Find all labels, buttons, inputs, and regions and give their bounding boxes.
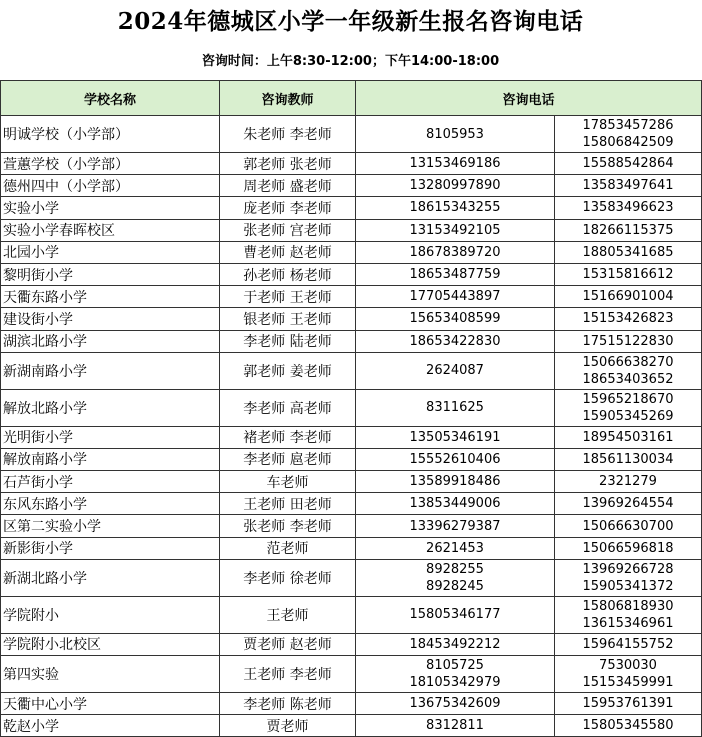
phone-number: 15905341372 <box>582 578 674 594</box>
phone-secondary <box>555 175 702 197</box>
phone-secondary <box>555 693 702 715</box>
phone-number: 18805341685 <box>582 244 674 260</box>
phone-number: 18678389720 <box>409 244 501 260</box>
phone-number: 8928245 <box>426 578 484 594</box>
consult-hours: 咨询时间：上午8:30-12:00；下午14:00-18:00 <box>0 50 701 74</box>
phone-number: 13505346191 <box>409 429 501 445</box>
phone-number: 15166901004 <box>582 289 674 305</box>
phone-secondary <box>555 559 702 596</box>
table-row <box>1 693 702 715</box>
teacher-names: 曹老师 赵老师 <box>220 241 356 263</box>
school-name: 明诚学校（小学部） <box>1 116 220 153</box>
phone-number: 15805346177 <box>409 607 501 623</box>
teacher-names: 李老师 陈老师 <box>220 693 356 715</box>
header-phone: 咨询电话 <box>356 81 702 116</box>
teacher-names: 朱老师 李老师 <box>220 116 356 153</box>
teacher-names: 贾老师 <box>220 715 356 737</box>
table-row <box>1 219 702 241</box>
teacher-names: 孙老师 杨老师 <box>220 263 356 285</box>
phone-primary <box>356 241 555 263</box>
school-name: 黎明街小学 <box>1 263 220 285</box>
phone-number: 8312811 <box>426 718 484 734</box>
teacher-names: 于老师 王老师 <box>220 286 356 308</box>
phone-primary <box>356 116 555 153</box>
phone-number: 18266115375 <box>582 222 674 238</box>
phone-number: 15964155752 <box>582 636 674 652</box>
table-row <box>1 197 702 219</box>
school-name: 德州四中（小学部） <box>1 175 220 197</box>
phone-number: 15965218670 <box>582 391 674 407</box>
phone-primary <box>356 330 555 352</box>
phone-primary <box>356 471 555 493</box>
header-teacher: 咨询教师 <box>220 81 356 116</box>
phone-number: 15588542864 <box>582 156 674 172</box>
school-name: 新湖北路小学 <box>1 559 220 596</box>
school-name: 实验小学 <box>1 197 220 219</box>
table-row <box>1 308 702 330</box>
phone-secondary <box>555 352 702 389</box>
school-name: 实验小学春晖校区 <box>1 219 220 241</box>
phone-number: 15153426823 <box>582 311 674 327</box>
phone-primary <box>356 515 555 537</box>
teacher-names: 王老师 <box>220 596 356 633</box>
phone-number: 8105953 <box>426 126 484 142</box>
school-name: 乾赵小学 <box>1 715 220 737</box>
phone-secondary <box>555 330 702 352</box>
phone-secondary <box>555 715 702 737</box>
phone-number: 15552610406 <box>409 451 501 467</box>
table-row <box>1 263 702 285</box>
phone-secondary <box>555 389 702 426</box>
teacher-names: 郭老师 姜老师 <box>220 352 356 389</box>
phone-secondary <box>555 633 702 655</box>
phone-secondary <box>555 656 702 693</box>
table-row <box>1 633 702 655</box>
teacher-names: 王老师 田老师 <box>220 493 356 515</box>
table-row <box>1 426 702 448</box>
phone-number: 8311625 <box>426 400 484 416</box>
school-name: 第四实验 <box>1 656 220 693</box>
phone-primary <box>356 352 555 389</box>
phone-number: 15153459991 <box>582 675 674 690</box>
phone-secondary <box>555 493 702 515</box>
school-name: 北园小学 <box>1 241 220 263</box>
phone-number: 15066638270 <box>582 354 674 370</box>
phone-secondary <box>555 515 702 537</box>
phone-primary <box>356 263 555 285</box>
phone-number: 13153492105 <box>409 222 501 238</box>
phone-secondary <box>555 263 702 285</box>
table-row <box>1 537 702 559</box>
phone-secondary <box>555 197 702 219</box>
phone-secondary <box>555 219 702 241</box>
phone-number: 18615343255 <box>409 200 501 216</box>
phone-number: 18653487759 <box>409 267 501 283</box>
phone-primary <box>356 175 555 197</box>
header-school: 学校名称 <box>1 81 220 116</box>
phone-primary <box>356 559 555 596</box>
phone-number: 7530030 <box>599 658 657 673</box>
phone-secondary <box>555 308 702 330</box>
phone-number: 17853457286 <box>582 118 674 133</box>
phone-number: 13396279387 <box>409 518 501 534</box>
phone-number: 15806842509 <box>582 135 674 150</box>
phone-number: 8105725 <box>426 658 484 673</box>
phone-secondary <box>555 153 702 175</box>
table-row <box>1 448 702 470</box>
teacher-names: 李老师 徐老师 <box>220 559 356 596</box>
phone-number: 13280997890 <box>409 178 501 194</box>
phone-primary <box>356 426 555 448</box>
school-name: 新影街小学 <box>1 537 220 559</box>
phone-number: 18453492212 <box>409 636 501 652</box>
phone-secondary <box>555 471 702 493</box>
phone-secondary <box>555 241 702 263</box>
phone-number: 13583497641 <box>582 178 674 194</box>
table-row <box>1 559 702 596</box>
teacher-names: 李老师 陆老师 <box>220 330 356 352</box>
phone-number: 13675342609 <box>409 696 501 712</box>
teacher-names: 车老师 <box>220 471 356 493</box>
page-title: 2024年德城区小学一年级新生报名咨询电话 <box>117 8 584 35</box>
table-header-row <box>1 81 702 116</box>
table-row <box>1 116 702 153</box>
phone-number: 15805345580 <box>582 718 674 734</box>
school-name: 建设街小学 <box>1 308 220 330</box>
teacher-names: 褚老师 李老师 <box>220 426 356 448</box>
teacher-names: 贾老师 赵老师 <box>220 633 356 655</box>
school-name: 萱蕙学校（小学部） <box>1 153 220 175</box>
phone-number: 18653422830 <box>409 333 501 349</box>
school-name: 新湖南路小学 <box>1 352 220 389</box>
phone-primary <box>356 219 555 241</box>
phone-number: 15066596818 <box>582 540 674 556</box>
phone-number: 15066630700 <box>582 518 674 534</box>
phone-primary <box>356 693 555 715</box>
table-body <box>1 116 702 737</box>
table-row <box>1 715 702 737</box>
phone-number: 15905345269 <box>582 408 674 424</box>
school-name: 天衢东路小学 <box>1 286 220 308</box>
table-row <box>1 175 702 197</box>
phone-number: 15315816612 <box>582 267 674 283</box>
phone-primary <box>356 389 555 426</box>
table-row <box>1 493 702 515</box>
table-row <box>1 286 702 308</box>
phone-secondary <box>555 426 702 448</box>
phone-number: 2321279 <box>599 474 657 490</box>
phone-primary <box>356 493 555 515</box>
teacher-names: 银老师 王老师 <box>220 308 356 330</box>
contact-table <box>0 80 702 737</box>
phone-secondary <box>555 286 702 308</box>
school-name: 湖滨北路小学 <box>1 330 220 352</box>
phone-number: 17515122830 <box>582 333 674 349</box>
school-name: 解放北路小学 <box>1 389 220 426</box>
phone-primary <box>356 153 555 175</box>
table-row <box>1 241 702 263</box>
phone-number: 15953761391 <box>582 696 674 712</box>
teacher-names: 王老师 李老师 <box>220 656 356 693</box>
teacher-names: 张老师 李老师 <box>220 515 356 537</box>
teacher-names: 张老师 宫老师 <box>220 219 356 241</box>
table-row <box>1 153 702 175</box>
phone-primary <box>356 656 555 693</box>
phone-number: 17705443897 <box>409 289 501 305</box>
table-row <box>1 389 702 426</box>
teacher-names: 周老师 盛老师 <box>220 175 356 197</box>
phone-secondary <box>555 537 702 559</box>
school-name: 天衢中心小学 <box>1 693 220 715</box>
phone-number: 18561130034 <box>582 451 674 467</box>
phone-primary <box>356 197 555 219</box>
phone-number: 2624087 <box>426 363 484 379</box>
phone-number: 13589918486 <box>409 474 501 490</box>
teacher-names: 范老师 <box>220 537 356 559</box>
phone-number: 18653403652 <box>582 371 674 387</box>
school-name: 学院附小北校区 <box>1 633 220 655</box>
phone-number: 15806818930 <box>582 598 674 614</box>
phone-primary <box>356 286 555 308</box>
teacher-names: 李老师 扈老师 <box>220 448 356 470</box>
teacher-names: 李老师 高老师 <box>220 389 356 426</box>
teacher-names: 郭老师 张老师 <box>220 153 356 175</box>
phone-secondary <box>555 448 702 470</box>
teacher-names: 庞老师 李老师 <box>220 197 356 219</box>
phone-number: 15653408599 <box>409 311 501 327</box>
school-name: 光明街小学 <box>1 426 220 448</box>
table-row <box>1 330 702 352</box>
phone-primary <box>356 537 555 559</box>
school-name: 石芦街小学 <box>1 471 220 493</box>
phone-number: 18105342979 <box>409 675 501 690</box>
phone-number: 18954503161 <box>582 429 674 445</box>
school-name: 学院附小 <box>1 596 220 633</box>
table-row <box>1 515 702 537</box>
phone-number: 13615346961 <box>582 615 674 631</box>
table-row <box>1 656 702 693</box>
phone-number: 13153469186 <box>409 156 501 172</box>
phone-primary <box>356 308 555 330</box>
school-name: 区第二实验小学 <box>1 515 220 537</box>
phone-number: 13853449006 <box>409 496 501 512</box>
phone-number: 13969266728 <box>582 561 674 577</box>
table-row <box>1 596 702 633</box>
phone-number: 13583496623 <box>582 200 674 216</box>
school-name: 解放南路小学 <box>1 448 220 470</box>
table-row <box>1 471 702 493</box>
phone-secondary <box>555 116 702 153</box>
phone-primary <box>356 633 555 655</box>
phone-primary <box>356 596 555 633</box>
phone-primary <box>356 448 555 470</box>
table-row <box>1 352 702 389</box>
phone-number: 13969264554 <box>582 496 674 512</box>
school-name: 东风东路小学 <box>1 493 220 515</box>
phone-secondary <box>555 596 702 633</box>
phone-number: 8928255 <box>426 561 484 577</box>
phone-primary <box>356 715 555 737</box>
phone-number: 2621453 <box>426 540 484 556</box>
